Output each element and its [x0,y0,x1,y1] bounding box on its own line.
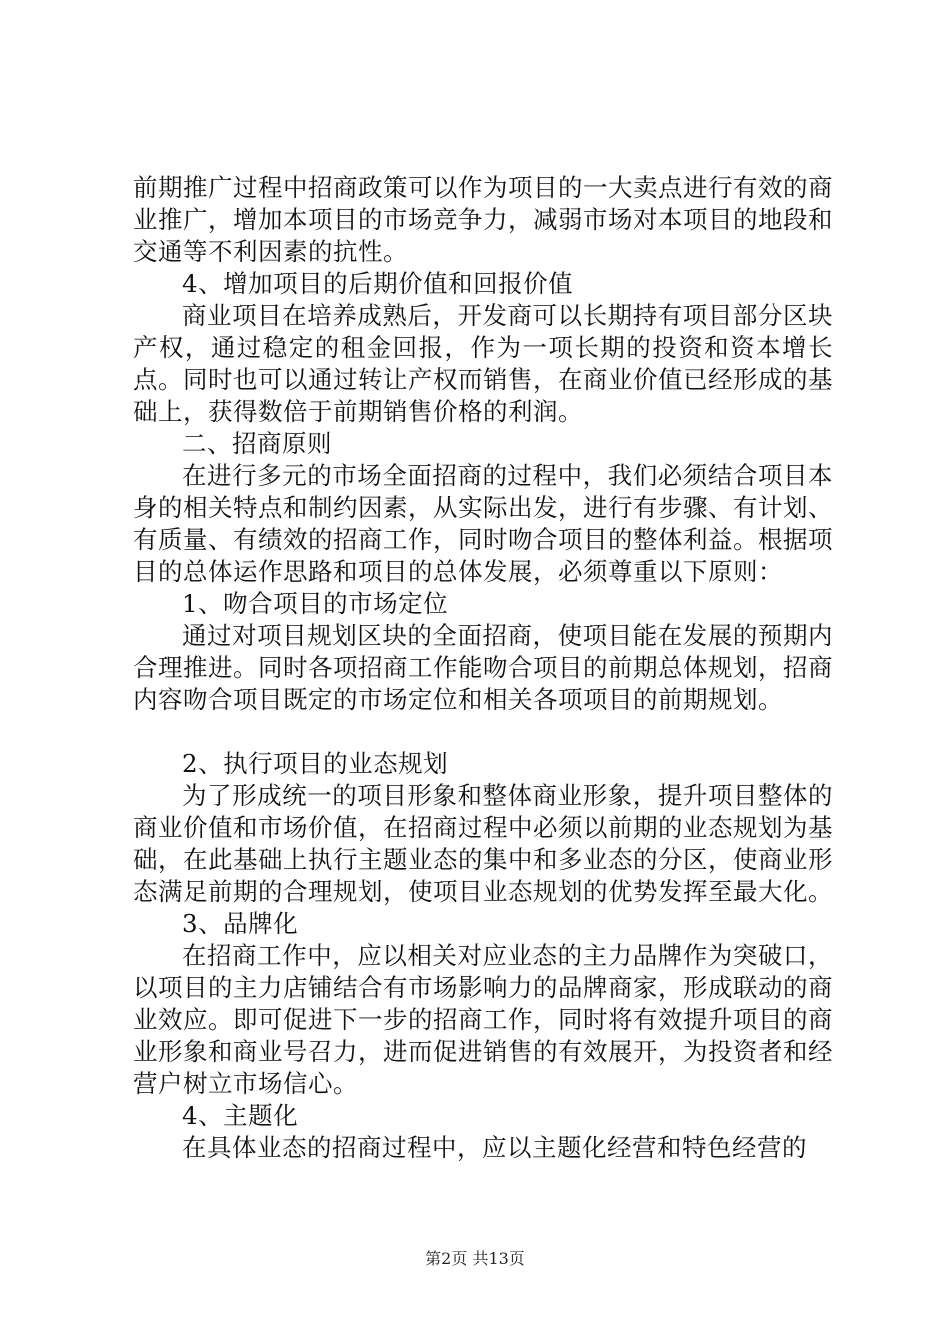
section-heading-2-format: 2、执行项目的业态规划 [182,749,449,778]
section-heading-1-positioning: 1、吻合项目的市场定位 [182,589,449,618]
paragraph-3: 在进行多元的市场全面招商的过程中，我们必须结合项目本身的相关特点和制约因素，从实际出发，进行有步骤、有计划、有质量、有绩效的招商工作，同时吻合项目的整体利益。根据项目的总体运作思路和项目的总体发展，必须尊重以下原则： [133,461,833,586]
page-number-label: 第2页 共13页 [425,1249,525,1268]
section-heading-3-brand: 3、品牌化 [182,909,299,938]
paragraph-7: 在具体业态的招商过程中，应以主题化经营和特色经营的 [182,1133,807,1162]
paragraph-1: 前期推广过程中招商政策可以作为项目的一大卖点进行有效的商业推广，增加本项目的市场竞争力，减弱市场对本项目的地段和交通等不利因素的抗性。 [133,173,833,266]
paragraph-6: 在招商工作中，应以相关对应业态的主力品牌作为突破口，以项目的主力店铺结合有市场影响力的品牌商家，形成联动的商业效应。即可促进下一步的招商工作，同时将有效提升项目的商业形象和商业号召力，进而促进销售的有效展开，为投资者和经营户树立市场信心。 [133,941,833,1098]
paragraph-5: 为了形成统一的项目形象和整体商业形象，提升项目整体的商业价值和市场价值，在招商过程中必须以前期的业态规划为基础，在此基础上执行主题业态的集中和多业态的分区，使商业形态满足前期的合理规划，使项目业态规划的优势发挥至最大化。 [133,781,833,906]
section-heading-principles: 二、招商原则 [182,429,332,458]
page-footer [0,1246,950,1269]
section-heading-4-value: 4、增加项目的后期价值和回报价值 [182,269,574,298]
section-heading-4-theme: 4、主题化 [182,1101,299,1130]
blank-line [133,716,833,748]
paragraph-2: 商业项目在培养成熟后，开发商可以长期持有项目部分区块产权，通过稳定的租金回报，作为一项长期的投资和资本增长点。同时也可以通过转让产权而销售，在商业价值已经形成的基础上，获得数倍于前期销售价格的利润。 [133,301,833,426]
paragraph-4: 通过对项目规划区块的全面招商，使项目能在发展的预期内合理推进。同时各项招商工作能吻合项目的前期总体规划，招商内容吻合项目既定的市场定位和相关各项项目的前期规划。 [133,621,833,714]
document-body [133,172,833,1164]
